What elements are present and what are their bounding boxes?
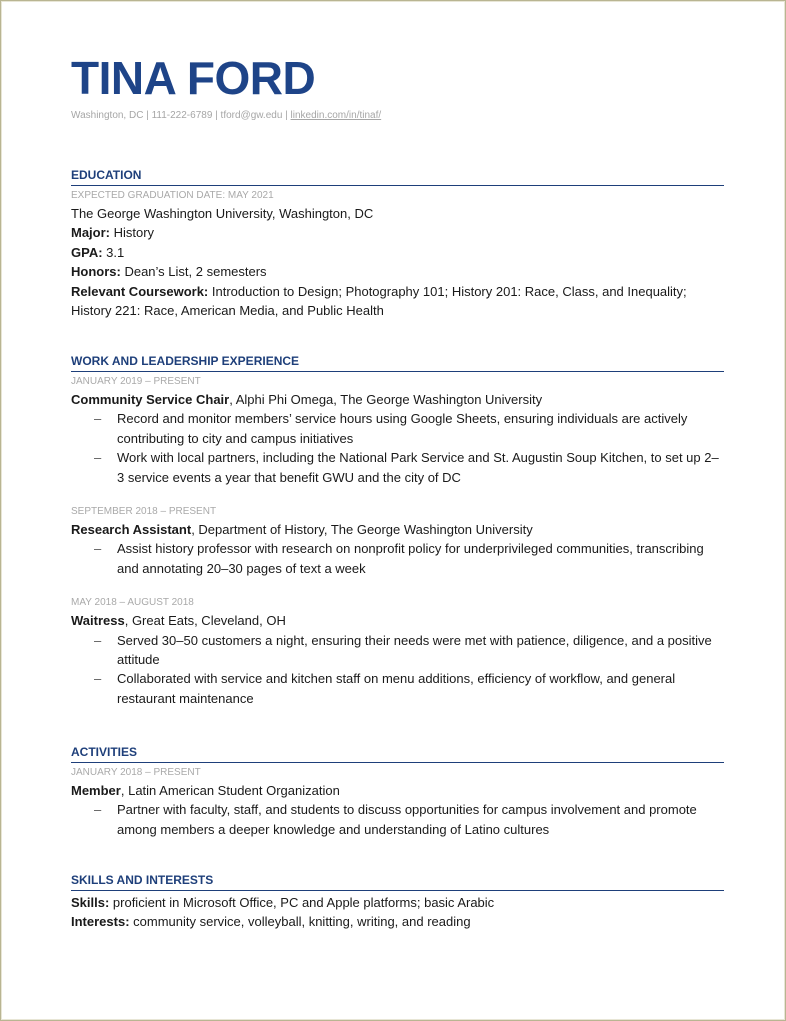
interests-line bbox=[71, 912, 724, 931]
activity-heading bbox=[71, 781, 724, 800]
activities-section bbox=[71, 744, 724, 839]
job-entry bbox=[71, 374, 724, 487]
skills-section bbox=[71, 872, 724, 932]
gpa-value: 3.1 bbox=[102, 244, 125, 260]
graduation-date: EXPECTED GRADUATION DATE: MAY 2021 bbox=[71, 190, 274, 201]
gpa-line bbox=[71, 243, 724, 262]
bullet-text: Assist history professor with research on nonprofit policy for underprivileged communities, transcribing and annotating 20–30 pages of text a week bbox=[117, 541, 704, 576]
dash-icon: – bbox=[94, 411, 102, 427]
job-bullets bbox=[71, 409, 724, 487]
skills-line bbox=[71, 893, 724, 912]
job-date: SEPTEMBER 2018 – PRESENT bbox=[71, 506, 217, 518]
bullet-text: Served 30–50 customers a night, ensuring their needs were met with patience, diligence, and a positive attitude bbox=[117, 632, 712, 668]
bullet-text: Work with local partners, including the National Park Service and St. Augustin Soup Kitchen, to set up 2–3 service events a year that benefit GWU and the city of DC bbox=[117, 450, 719, 485]
job-bullets bbox=[71, 539, 724, 578]
activity-org: , Latin American Student Organization bbox=[120, 783, 340, 798]
work-section bbox=[71, 353, 724, 708]
bullet-text: Partner with faculty, staff, and students to discuss opportunities for campus involvement and promote among members a deeper knowledge and understanding of Latino cultures bbox=[117, 802, 697, 837]
contact-line bbox=[71, 110, 381, 121]
skills-label: Skills: bbox=[71, 895, 110, 910]
section-title: ACTIVITIES bbox=[71, 744, 724, 763]
job-date: MAY 2018 – AUGUST 2018 bbox=[71, 597, 194, 609]
dash-icon: – bbox=[94, 632, 102, 648]
honors-line bbox=[71, 262, 724, 281]
gpa-label: GPA: bbox=[71, 244, 103, 260]
dash-icon: – bbox=[94, 450, 102, 466]
bullet-item bbox=[71, 631, 724, 670]
bullet-item bbox=[71, 669, 724, 708]
major-line bbox=[71, 223, 724, 242]
job-role: Community Service Chair bbox=[71, 392, 230, 407]
activity-date: JANUARY 2018 – PRESENT bbox=[71, 767, 201, 778]
coursework-line bbox=[71, 282, 724, 321]
interests-label: Interests: bbox=[71, 914, 130, 930]
job-entry bbox=[71, 504, 724, 578]
dash-icon: – bbox=[94, 541, 102, 557]
job-org: , Great Eats, Cleveland, OH bbox=[124, 613, 286, 629]
bullet-item bbox=[71, 409, 724, 448]
honors-value: Dean’s List, 2 semesters bbox=[120, 264, 267, 280]
school-name: The George Washington University, Washington, DC bbox=[71, 206, 374, 221]
dash-icon: – bbox=[94, 802, 102, 818]
bullet-item bbox=[71, 448, 724, 487]
skills-value: proficient in Microsoft Office, PC and Apple platforms; basic Arabic bbox=[109, 895, 495, 910]
education-section bbox=[71, 167, 724, 320]
coursework-label: Relevant Coursework: bbox=[71, 283, 209, 299]
activity-role: Member bbox=[71, 783, 121, 798]
section-title: SKILLS AND INTERESTS bbox=[71, 872, 724, 891]
job-bullets bbox=[71, 631, 724, 709]
candidate-name: TINA FORD bbox=[71, 52, 316, 104]
dash-icon: – bbox=[94, 671, 102, 687]
job-entry bbox=[71, 595, 724, 708]
job-heading bbox=[71, 390, 724, 409]
job-org: , Department of History, The George Washington University bbox=[191, 522, 533, 538]
bullet-text: Collaborated with service and kitchen staff on menu additions, efficiency of workflow, and general restaurant maintenance bbox=[117, 671, 676, 706]
major-label: Major: bbox=[71, 225, 110, 241]
linkedin-link[interactable]: linkedin.com/in/tinaf/ bbox=[290, 110, 382, 121]
activity-bullets bbox=[71, 800, 724, 839]
section-title: EDUCATION bbox=[71, 167, 724, 186]
interests-value: community service, volleyball, knitting, writing, and reading bbox=[129, 914, 471, 930]
job-org: , Alphi Phi Omega, The George Washington University bbox=[229, 392, 543, 407]
section-title: WORK AND LEADERSHIP EXPERIENCE bbox=[71, 353, 724, 372]
job-role: Waitress bbox=[71, 613, 125, 629]
bullet-item bbox=[71, 539, 724, 578]
bullet-text: Record and monitor members’ service hours using Google Sheets, ensuring individuals are actively contributing to city and campus initiatives bbox=[117, 411, 688, 446]
contact-details: Washington, DC | 111-222-6789 | tford@gw.edu | bbox=[71, 110, 291, 121]
coursework-value: Introduction to Design; Photography 101; History 201: Race, Class, and Inequality; History 221: Race, American Media, and Public Health bbox=[71, 283, 687, 319]
job-heading bbox=[71, 520, 724, 539]
job-heading bbox=[71, 611, 724, 630]
job-role: Research Assistant bbox=[71, 522, 192, 538]
major-value: History bbox=[110, 225, 155, 241]
bullet-item bbox=[71, 800, 724, 839]
job-date: JANUARY 2019 – PRESENT bbox=[71, 376, 201, 387]
honors-label: Honors: bbox=[71, 264, 121, 280]
